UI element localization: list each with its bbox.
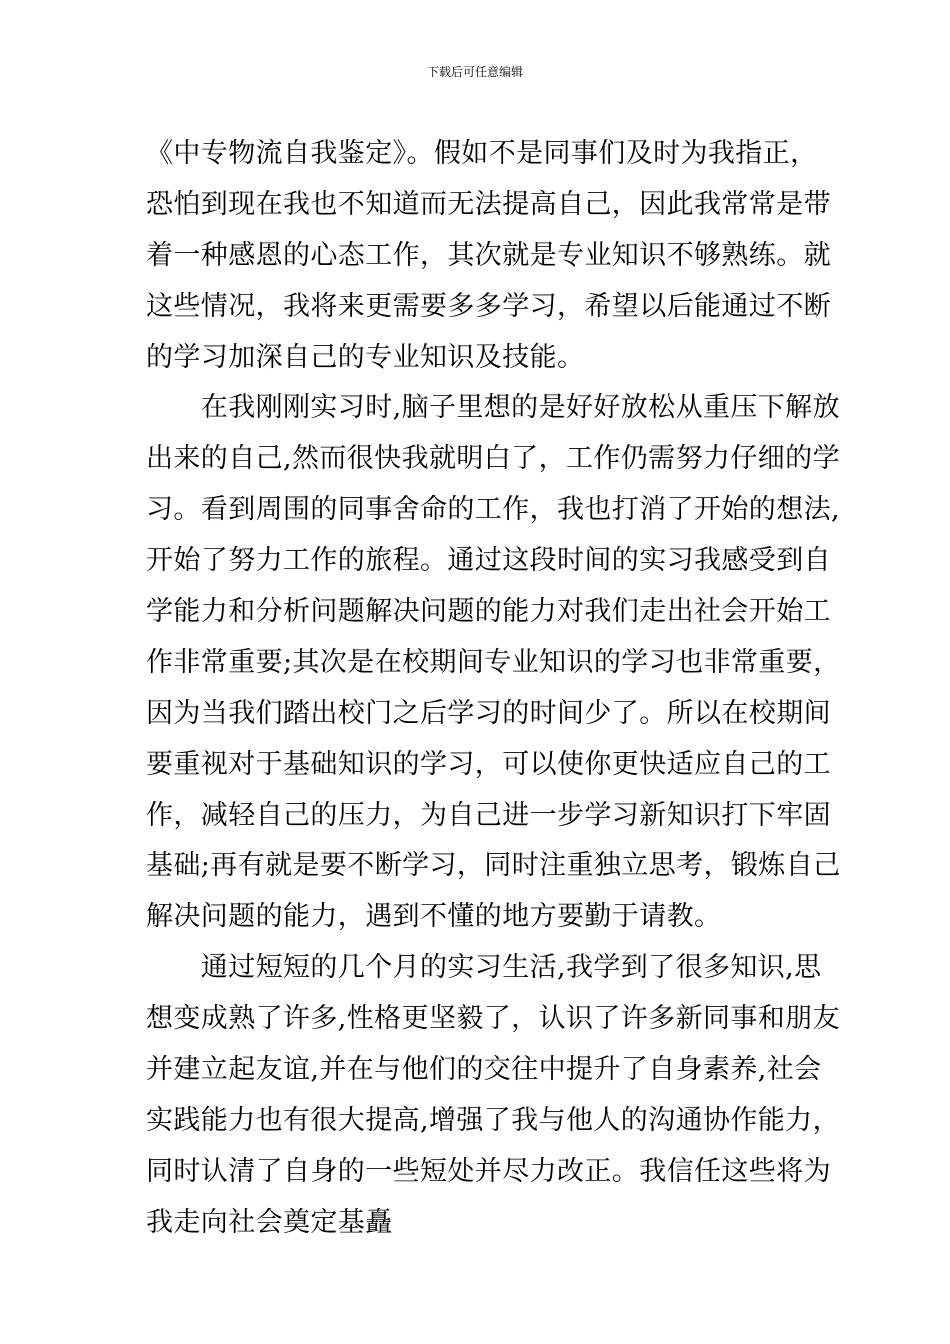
text-line: 这些情况，我将来更需要多多学习，希望以后能通过不断 [146, 290, 831, 322]
text-line: 解决问题的能力，遇到不懂的地方要勤于请教。 [146, 901, 722, 933]
text-line: 习。看到周围的同事舍命的工作，我也打消了开始的想法, [146, 494, 840, 526]
text-line: 因为当我们踏出校门之后学习的时间少了。所以在校期间 [146, 697, 831, 729]
text-line: 开始了努力工作的旅程。通过这段时间的实习我感受到自 [146, 545, 831, 577]
text-line: 要重视对于基础知识的学习，可以使你更快适应自己的工 [146, 748, 831, 780]
text-line: 恐怕到现在我也不知道而无法提高自己，因此我常常是带 [146, 188, 831, 220]
text-line: 出来的自己,然而很快我就明白了，工作仍需努力仔细的学 [146, 443, 840, 475]
text-line: 通过短短的几个月的实习生活,我学到了很多知识,思 [146, 952, 822, 984]
text-line: 作非常重要;其次是在校期间专业知识的学习也非常重要， [146, 646, 841, 678]
text-line: 着一种感恩的心态工作，其次就是专业知识不够熟练。就 [146, 239, 831, 271]
text-line: 《中专物流自我鉴定》。假如不是同事们及时为我指正， [146, 138, 818, 169]
text-line: 作，减轻自己的压力，为自己进一步学习新知识打下牢固 [146, 799, 831, 831]
text-line: 实践能力也有很大提高,增强了我与他人的沟通协作能力， [146, 1104, 840, 1136]
text-line: 同时认清了自身的一些短处并尽力改正。我信任这些将为 [146, 1155, 831, 1187]
text-line: 并建立起友谊,并在与他们的交往中提升了自身素养,社会 [146, 1054, 822, 1086]
text-line: 的学习加深自己的专业知识及技能。 [146, 341, 585, 373]
document-body [146, 129, 841, 1249]
text-line: 我走向社会奠定基矗 [146, 1206, 393, 1238]
page-header: 下载后可任意编辑 [426, 65, 523, 79]
text-line: 想变成熟了许多,性格更坚毅了，认识了许多新同事和朋友 [146, 1003, 840, 1035]
text-line: 学能力和分析问题解决问题的能力对我们走出社会开始工 [146, 596, 831, 628]
text-line: 基础;再有就是要不断学习，同时注重独立思考，锻炼自己 [146, 850, 841, 882]
text-line: 在我刚刚实习时,脑子里想的是好好放松从重压下解放 [146, 392, 840, 424]
